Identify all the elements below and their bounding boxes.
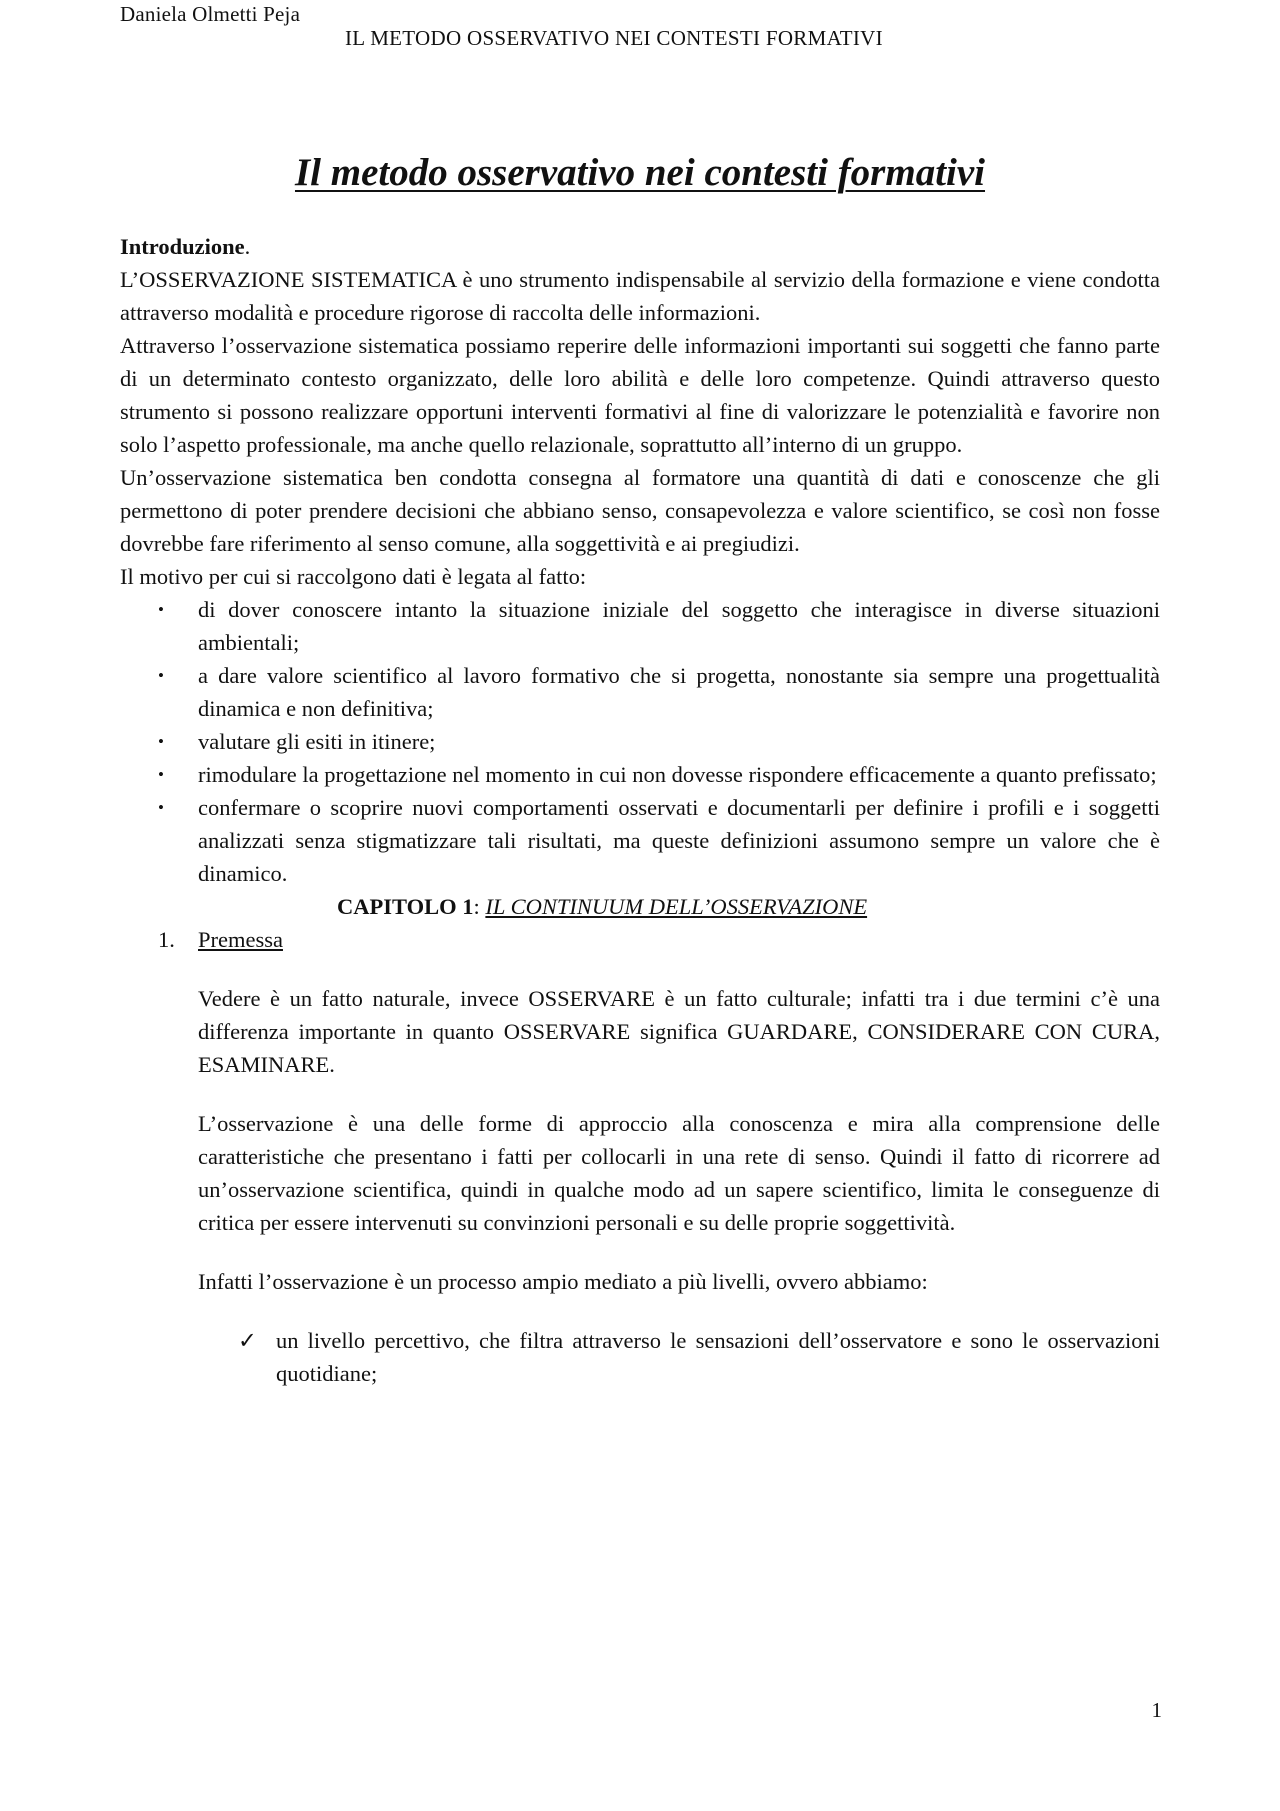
list-item: [120, 758, 1160, 791]
section-paragraph: Vedere è un fatto naturale, invece OSSERVARE è un fatto culturale; infatti tra i due termini c’è una differenza importante in quanto OSSERVARE significa GUARDARE, CONSIDERARE CON CURA, ESAMINARE.: [198, 986, 1160, 1077]
chapter-heading: [120, 890, 1160, 923]
bullet-icon: •: [158, 600, 164, 619]
chapter-title: IL CONTINUUM DELL’OSSERVAZIONE: [485, 894, 868, 919]
intro-heading-punct: .: [244, 234, 251, 259]
list-item: [120, 659, 1160, 725]
list-item-text: rimodulare la progettazione nel momento in cui non dovesse rispondere efficacemente a quanto prefissato;: [198, 762, 1157, 787]
list-item-text: valutare gli esiti in itinere;: [198, 729, 436, 754]
header-author: Daniela Olmetti Peja: [120, 2, 301, 26]
bullet-icon: •: [158, 798, 164, 817]
document-body: [120, 230, 1160, 1390]
list-item-text: a dare valore scientifico al lavoro formativo che si progetta, nonostante sia sempre una progettualità dinamica e non definitiva;: [198, 663, 1160, 721]
section-number: 1.: [158, 927, 175, 952]
list-item-text: confermare o scoprire nuovi comportamenti osservati e documentarli per definire i profili e i soggetti analizzati senza stigmatizzare tali risultati, ma queste definizioni assumono sempre un valore che è dinamico.: [198, 795, 1160, 886]
section-paragraph: L’osservazione è una delle forme di approccio alla conoscenza e mira alla comprensione delle caratteristiche che presentano i fatti per collocarli in una rete di senso. Quindi il fatto di ricorrere ad un’osservazione scientifica, quindi in qualche modo ad un sapere scientifico, limita le conseguenze di critica per essere intervenuti su convinzioni personali e su delle proprie soggettività.: [198, 1111, 1160, 1235]
bullet-icon: •: [158, 765, 164, 784]
page-number: 1: [1151, 1698, 1162, 1722]
intro-heading-line: [120, 230, 1160, 263]
intro-paragraph: Un’osservazione sistematica ben condotta consegna al formatore una quantità di dati e conoscenze che gli permettono di poter prendere decisioni che abbiano senso, consapevolezza e valore scientifico, se così non fosse dovrebbe fare riferimento al senso comune, alla soggettività e ai pregiudizi.: [120, 465, 1160, 556]
intro-paragraph: L’OSSERVAZIONE SISTEMATICA è uno strumento indispensabile al servizio della formazione e viene condotta attraverso modalità e procedure rigorose di raccolta delle informazioni.: [120, 267, 1160, 325]
chapter-separator: :: [473, 894, 486, 919]
intro-paragraph: Attraverso l’osservazione sistematica possiamo reperire delle informazioni importanti sui soggetti che fanno parte di un determinato contesto organizzato, delle loro abilità e delle loro competenze. Quindi attraverso questo strumento si possono realizzare opportuni interventi formativi al fine di valorizzare le potenzialità e favorire non solo l’aspetto professionale, ma anche quello relazionale, soprattutto all’interno di un gruppo.: [120, 333, 1160, 457]
list-item: [120, 593, 1160, 659]
bullet-icon: •: [158, 666, 164, 685]
section-paragraph: Infatti l’osservazione è un processo ampio mediato a più livelli, ovvero abbiamo:: [198, 1269, 928, 1294]
check-list: [120, 1324, 1160, 1390]
header-running-title: IL METODO OSSERVATIVO NEI CONTESTI FORMATIVI: [345, 26, 883, 50]
list-item: [120, 791, 1160, 890]
list-item-text: di dover conoscere intanto la situazione iniziale del soggetto che interagisce in diverse situazioni ambientali;: [198, 597, 1160, 655]
checkmark-icon: ✓: [238, 1328, 257, 1353]
document-title: Il metodo osservativo nei contesti formativi: [294, 151, 986, 194]
chapter-label: CAPITOLO 1: [337, 894, 474, 919]
section-label: Premessa: [198, 927, 283, 952]
bullet-icon: •: [158, 732, 164, 751]
section-heading: [120, 923, 1160, 956]
intro-heading: Introduzione: [120, 234, 245, 259]
list-item: [120, 1324, 1160, 1390]
intro-paragraph: Il motivo per cui si raccolgono dati è legata al fatto:: [120, 564, 587, 589]
list-item-text: un livello percettivo, che filtra attraverso le sensazioni dell’osservatore e sono le osservazioni quotidiane;: [276, 1328, 1160, 1386]
intro-bullet-list: [120, 593, 1160, 890]
list-item: [120, 725, 1160, 758]
